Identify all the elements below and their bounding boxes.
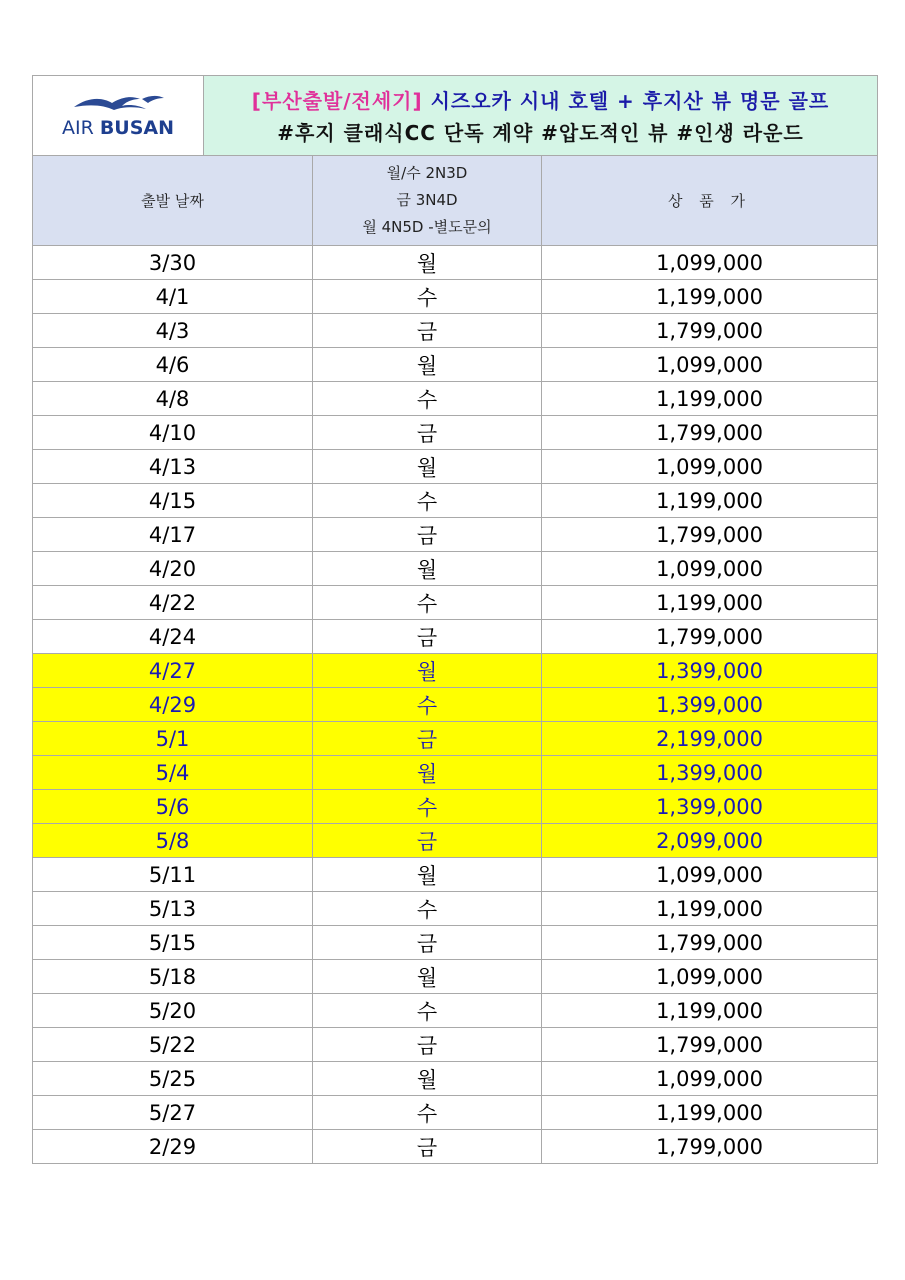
price-cell: 1,099,000 [542, 960, 878, 994]
departure-date-cell: 4/15 [33, 484, 313, 518]
table-row [33, 382, 878, 416]
weekday-cell: 월 [313, 450, 542, 484]
price-cell: 1,099,000 [542, 858, 878, 892]
weekday-cell: 수 [313, 280, 542, 314]
header-date: 출발 날짜 [33, 156, 313, 246]
price-table [32, 75, 878, 1164]
price-cell: 1,199,000 [542, 484, 878, 518]
price-cell: 1,099,000 [542, 246, 878, 280]
table-row [33, 280, 878, 314]
weekday-cell: 월 [313, 1062, 542, 1096]
table-row [33, 926, 878, 960]
table-row [33, 1028, 878, 1062]
weekday-cell: 금 [313, 314, 542, 348]
price-cell: 1,399,000 [542, 756, 878, 790]
table-row [33, 450, 878, 484]
departure-date-cell: 5/18 [33, 960, 313, 994]
air-busan-logo [33, 76, 203, 155]
departure-date-cell: 4/6 [33, 348, 313, 382]
header-row [33, 156, 878, 246]
price-cell: 1,199,000 [542, 892, 878, 926]
weekday-cell: 월 [313, 348, 542, 382]
title-row [33, 76, 878, 156]
price-cell: 1,199,000 [542, 586, 878, 620]
weekday-cell: 월 [313, 756, 542, 790]
table-row [33, 620, 878, 654]
price-cell: 1,799,000 [542, 926, 878, 960]
departure-date-cell: 3/30 [33, 246, 313, 280]
bird-wing-icon [68, 93, 168, 115]
table-row [33, 994, 878, 1028]
price-cell: 1,799,000 [542, 416, 878, 450]
weekday-cell: 수 [313, 994, 542, 1028]
weekday-cell: 수 [313, 382, 542, 416]
departure-date-cell: 4/13 [33, 450, 313, 484]
departure-date-cell: 2/29 [33, 1130, 313, 1164]
departure-date-cell: 5/15 [33, 926, 313, 960]
table-row [33, 552, 878, 586]
table-row [33, 824, 878, 858]
weekday-cell: 금 [313, 824, 542, 858]
header-schedule [313, 156, 542, 246]
table-body [33, 246, 878, 1164]
price-cell: 2,099,000 [542, 824, 878, 858]
title-departure-tag: [부산출발/전세기] [251, 88, 423, 113]
weekday-cell: 수 [313, 892, 542, 926]
table-row [33, 518, 878, 552]
table-row [33, 1096, 878, 1130]
price-cell: 1,199,000 [542, 1096, 878, 1130]
weekday-cell: 금 [313, 620, 542, 654]
departure-date-cell: 5/22 [33, 1028, 313, 1062]
table-row [33, 416, 878, 450]
table-row [33, 756, 878, 790]
departure-date-cell: 5/4 [33, 756, 313, 790]
table-row [33, 892, 878, 926]
departure-date-cell: 4/3 [33, 314, 313, 348]
table-row [33, 1130, 878, 1164]
table-row [33, 314, 878, 348]
table-row [33, 484, 878, 518]
price-cell: 1,399,000 [542, 790, 878, 824]
weekday-cell: 월 [313, 654, 542, 688]
weekday-cell: 월 [313, 552, 542, 586]
departure-date-cell: 5/1 [33, 722, 313, 756]
weekday-cell: 금 [313, 518, 542, 552]
departure-date-cell: 5/11 [33, 858, 313, 892]
price-cell: 1,799,000 [542, 620, 878, 654]
weekday-cell: 수 [313, 688, 542, 722]
weekday-cell: 금 [313, 926, 542, 960]
price-cell: 1,099,000 [542, 552, 878, 586]
table-row [33, 688, 878, 722]
header-price: 상 품 가 [542, 156, 878, 246]
schedule-line: 월 4N5D -별도문의 [362, 218, 492, 236]
departure-date-cell: 4/1 [33, 280, 313, 314]
departure-date-cell: 5/20 [33, 994, 313, 1028]
departure-date-cell: 4/22 [33, 586, 313, 620]
weekday-cell: 월 [313, 960, 542, 994]
price-cell: 2,199,000 [542, 722, 878, 756]
table-row [33, 858, 878, 892]
price-cell: 1,199,000 [542, 280, 878, 314]
weekday-cell: 금 [313, 416, 542, 450]
departure-date-cell: 5/27 [33, 1096, 313, 1130]
departure-date-cell: 4/24 [33, 620, 313, 654]
table-row [33, 1062, 878, 1096]
weekday-cell: 금 [313, 722, 542, 756]
weekday-cell: 금 [313, 1130, 542, 1164]
weekday-cell: 금 [313, 1028, 542, 1062]
table-row [33, 722, 878, 756]
table-row [33, 960, 878, 994]
departure-date-cell: 5/6 [33, 790, 313, 824]
price-cell: 1,799,000 [542, 518, 878, 552]
table-row [33, 586, 878, 620]
price-cell: 1,399,000 [542, 688, 878, 722]
title-cell [204, 76, 878, 156]
table-row [33, 654, 878, 688]
table-row [33, 246, 878, 280]
product-title [204, 84, 877, 118]
departure-date-cell: 4/27 [33, 654, 313, 688]
table-row [33, 348, 878, 382]
weekday-cell: 월 [313, 858, 542, 892]
departure-date-cell: 4/10 [33, 416, 313, 450]
departure-date-cell: 4/29 [33, 688, 313, 722]
price-cell: 1,799,000 [542, 1130, 878, 1164]
price-cell: 1,099,000 [542, 348, 878, 382]
title-main: 시즈오카 시내 호텔 + 후지산 뷰 명문 골프 [430, 88, 830, 113]
price-cell: 1,099,000 [542, 450, 878, 484]
departure-date-cell: 5/8 [33, 824, 313, 858]
weekday-cell: 수 [313, 1096, 542, 1130]
schedule-line: 월/수 2N3D [386, 164, 468, 182]
weekday-cell: 수 [313, 586, 542, 620]
weekday-cell: 수 [313, 484, 542, 518]
price-cell: 1,199,000 [542, 994, 878, 1028]
logo-wordmark: AIR BUSAN [61, 116, 175, 139]
price-cell: 1,399,000 [542, 654, 878, 688]
weekday-cell: 월 [313, 246, 542, 280]
product-subtitle: #후지 클래식CC 단독 계약 #압도적인 뷰 #인생 라운드 [277, 120, 804, 145]
schedule-line: 금 3N4D [396, 191, 458, 209]
table-row [33, 790, 878, 824]
price-cell: 1,799,000 [542, 1028, 878, 1062]
departure-date-cell: 4/20 [33, 552, 313, 586]
logo-cell [33, 76, 204, 156]
weekday-cell: 수 [313, 790, 542, 824]
price-cell: 1,799,000 [542, 314, 878, 348]
departure-date-cell: 5/13 [33, 892, 313, 926]
departure-date-cell: 4/8 [33, 382, 313, 416]
departure-date-cell: 4/17 [33, 518, 313, 552]
price-cell: 1,199,000 [542, 382, 878, 416]
price-cell: 1,099,000 [542, 1062, 878, 1096]
departure-date-cell: 5/25 [33, 1062, 313, 1096]
